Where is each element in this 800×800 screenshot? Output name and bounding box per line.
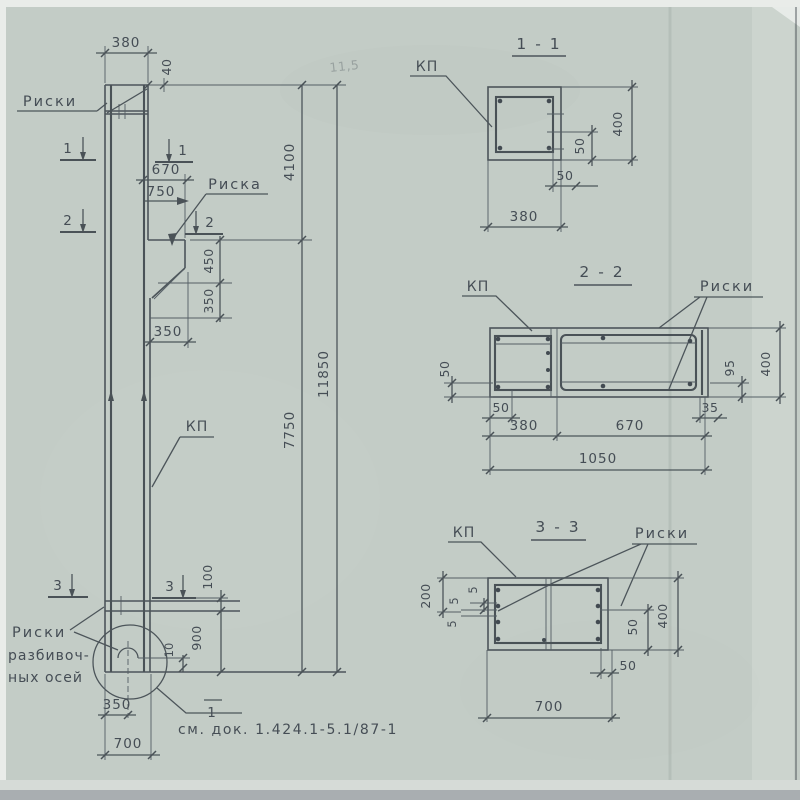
label-riska: Риска (208, 177, 262, 193)
mark-2-right: 2 (205, 215, 215, 231)
dim-50-right: 50 (572, 137, 587, 155)
section-2-2-title: 2 - 2 (579, 263, 625, 281)
label-riski-top: Риски (22, 94, 78, 110)
section-3-3-title: 3 - 3 (535, 518, 581, 536)
label-kp-s11: КП (415, 59, 439, 75)
dim-400: 400 (610, 111, 625, 137)
dim-40: 40 (159, 58, 174, 76)
label-kp-s22: КП (466, 279, 490, 295)
riski-axes-line2: разбивоч- (8, 648, 90, 664)
mark-1-right: 1 (178, 143, 188, 159)
section-1-1-title: 1 - 1 (516, 35, 562, 53)
dim-11850: 11850 (316, 350, 332, 398)
dim-400: 400 (758, 351, 773, 377)
dim-750: 750 (146, 184, 176, 200)
dim-50-bottom: 50 (492, 400, 510, 415)
mark-3-right: 3 (165, 579, 175, 595)
dim-5c: 5 (445, 620, 459, 628)
dim-380: 380 (509, 209, 539, 225)
dim-4100: 4100 (282, 142, 298, 182)
label-riski-s33: Риски (634, 526, 690, 542)
see-doc-note: см. док. 1.424.1-5.1/87-1 (178, 722, 399, 738)
dim-450: 450 (201, 248, 216, 274)
dim-1050: 1050 (578, 451, 618, 467)
dim-50-bottom: 50 (619, 658, 637, 673)
mark-1-left: 1 (63, 141, 73, 157)
dim-700-bottom: 700 (113, 736, 143, 752)
dim-700: 700 (534, 699, 564, 715)
mark-3-left: 3 (53, 578, 63, 594)
dim-5a: 5 (466, 586, 480, 594)
dim-350-v: 350 (201, 288, 216, 314)
dim-10: 10 (162, 642, 176, 658)
dim-50-left: 50 (437, 360, 452, 378)
dim-900: 900 (189, 625, 204, 651)
dim-7750: 7750 (282, 410, 298, 450)
dim-380-top: 380 (111, 35, 141, 51)
dim-50-bottom: 50 (556, 168, 574, 183)
pencil-scribble: 11,5 (328, 56, 360, 75)
dim-350-corbel: 350 (153, 324, 183, 340)
dim-50-right: 50 (625, 618, 640, 636)
label-kp-s33: КП (452, 525, 476, 541)
label-riski-s22: Риски (699, 279, 755, 295)
dim-380: 380 (509, 418, 539, 434)
dim-200: 200 (418, 583, 433, 609)
dim-35: 35 (701, 400, 719, 415)
riski-axes-line3: ных осей (8, 670, 83, 686)
dim-95: 95 (722, 359, 737, 377)
label-kp-elevation: КП (185, 419, 209, 435)
dim-400: 400 (655, 603, 670, 629)
dim-670: 670 (151, 162, 181, 178)
dim-670: 670 (615, 418, 645, 434)
riski-axes-line1: Риски (12, 625, 67, 641)
detail-ref-1: 1 (207, 705, 217, 721)
mark-2-left: 2 (63, 213, 73, 229)
dim-100: 100 (200, 564, 215, 590)
dim-5b: 5 (447, 597, 461, 605)
dim-350-bottom: 350 (102, 697, 132, 713)
